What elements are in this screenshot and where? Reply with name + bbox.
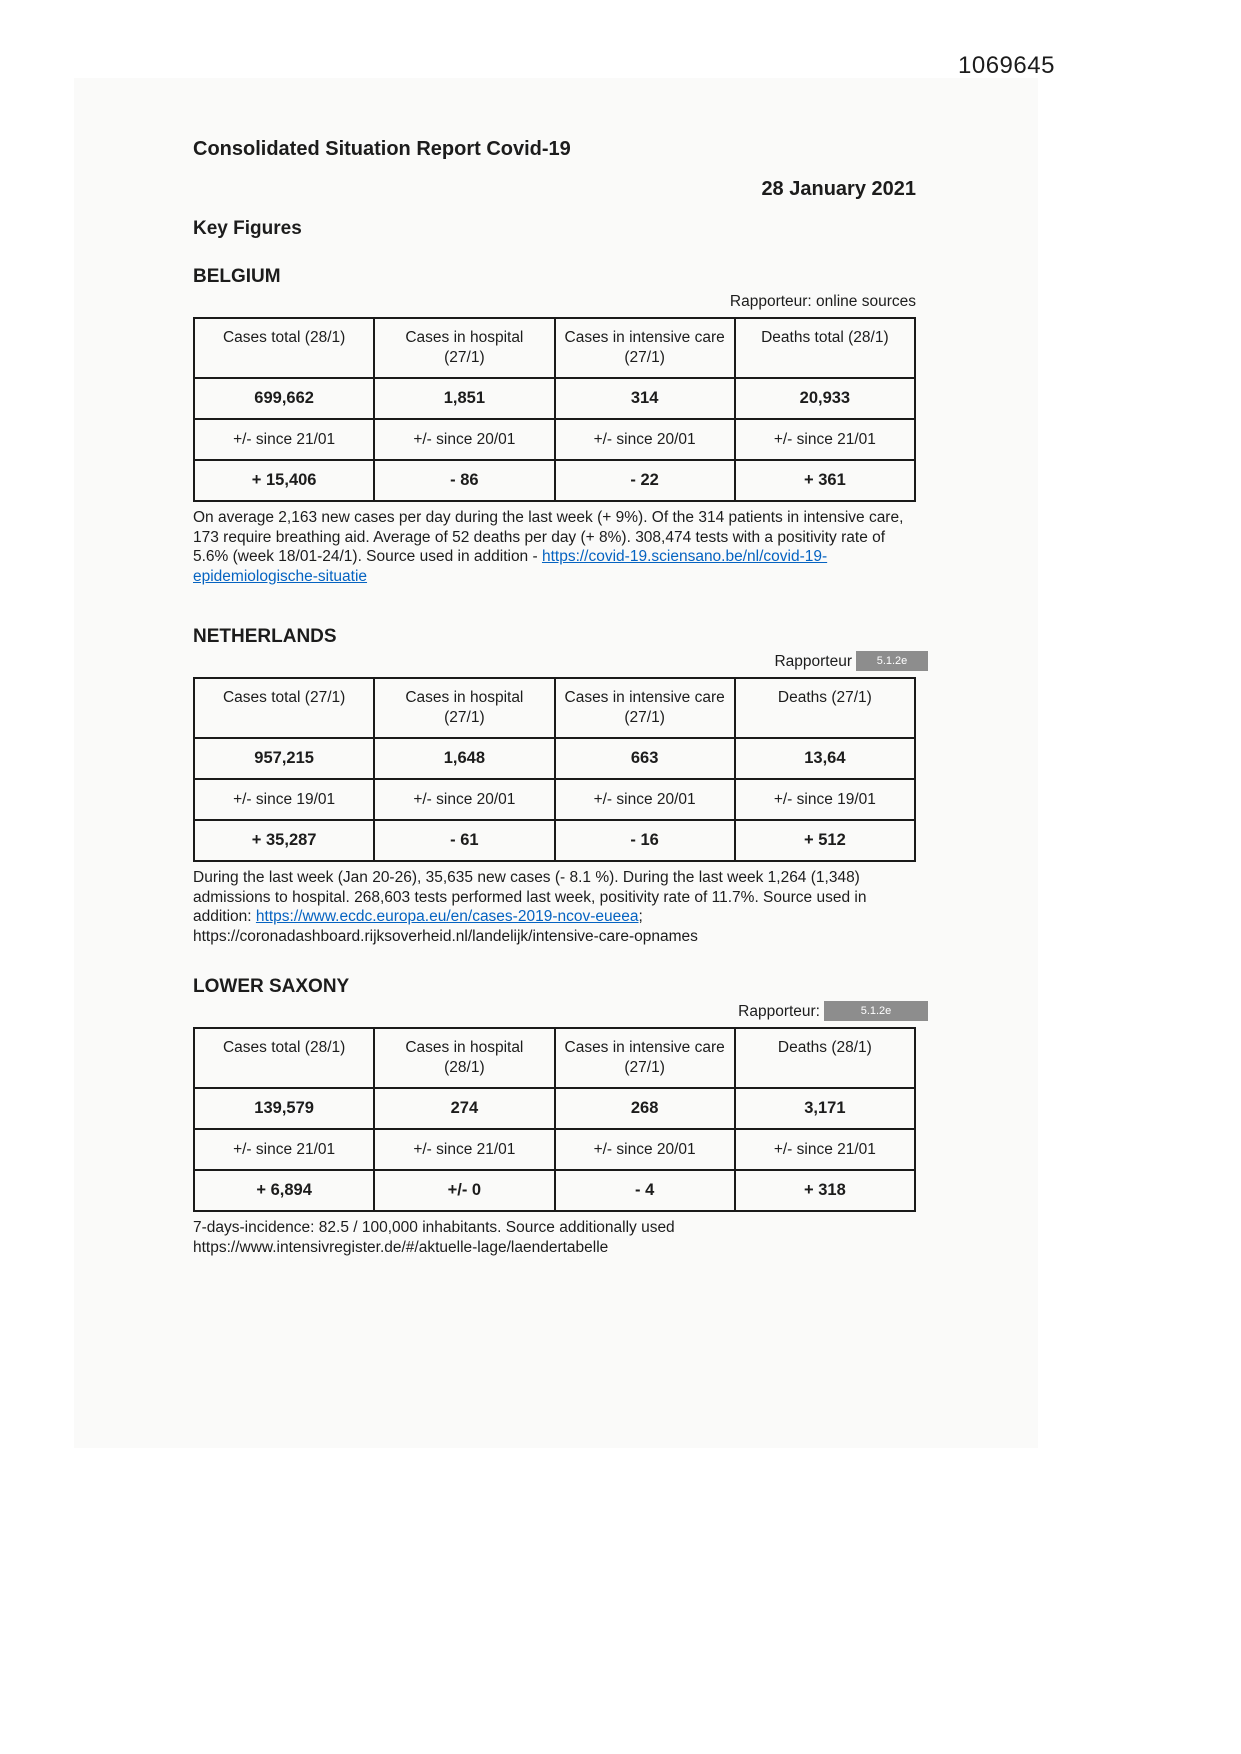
table-cell: +/- since 21/01 xyxy=(374,1129,554,1170)
table-cell: +/- since 19/01 xyxy=(194,779,374,820)
table-header-cell: Cases in hospital (27/1) xyxy=(374,678,554,738)
table-header-cell: Cases in intensive care (27/1) xyxy=(555,1028,735,1088)
note-text: 7-days-incidence: 82.5 / 100,000 inhabitants. Source additionally used xyxy=(193,1219,675,1236)
rapporteur-line-belgium xyxy=(193,292,916,314)
table-cell: 1,648 xyxy=(374,738,554,779)
note-text: On average 2,163 new cases per day during the last week (+ 9%). Of the 314 patients in intensive care, 173 require breathing aid. Average of 52 deaths per day (+ 8%). 308,474 tests with a positivity rate of 5.6% (week 18/01-24/1). Source used in addition - xyxy=(193,509,904,565)
table-cell: - 61 xyxy=(374,820,554,861)
table-row xyxy=(194,820,915,861)
table-header-row xyxy=(194,318,915,378)
rapporteur-label: Rapporteur xyxy=(774,653,852,671)
table-cell: +/- since 19/01 xyxy=(735,779,915,820)
table-row xyxy=(194,1129,915,1170)
section-heading-netherlands: NETHERLANDS xyxy=(193,626,337,647)
redaction-box xyxy=(856,651,928,671)
table-cell: +/- 0 xyxy=(374,1170,554,1211)
note-text: ; xyxy=(638,908,643,925)
lower-saxony-key-figures-table xyxy=(193,1027,916,1212)
note-text: During the last week (Jan 20-26), 35,635 new cases (- 8.1 %). During the last week 1,264 (1,348) admissions to hospital. 268,603 tests performed last week, positivity rate of 11.7%. Source used in addition: xyxy=(193,869,867,925)
rapporteur-label: Rapporteur: xyxy=(738,1003,820,1021)
table-cell: 314 xyxy=(555,378,735,419)
note-text: https://coronadashboard.rijksoverheid.nl/landelijk/intensive-care-opnames xyxy=(193,927,698,945)
redaction-box xyxy=(824,1001,928,1021)
table-header-row xyxy=(194,1028,915,1088)
table-cell: 663 xyxy=(555,738,735,779)
table-header-cell: Cases total (28/1) xyxy=(194,318,374,378)
table-cell: +/- since 20/01 xyxy=(555,419,735,460)
doc-number: 1069645 xyxy=(958,52,1055,79)
table-cell: + 6,894 xyxy=(194,1170,374,1211)
table-cell: +/- since 21/01 xyxy=(194,419,374,460)
table-header-cell: Cases in intensive care (27/1) xyxy=(555,678,735,738)
table-header-cell: Cases in hospital (28/1) xyxy=(374,1028,554,1088)
table-cell: - 16 xyxy=(555,820,735,861)
note-text: https://www.intensivregister.de/#/aktuelle-lage/laendertabelle xyxy=(193,1238,609,1256)
table-header-row xyxy=(194,678,915,738)
table-cell: + 318 xyxy=(735,1170,915,1211)
table-cell: - 86 xyxy=(374,460,554,501)
table-cell: - 22 xyxy=(555,460,735,501)
table-cell: 957,215 xyxy=(194,738,374,779)
table-cell: +/- since 21/01 xyxy=(735,419,915,460)
sciensano-link[interactable]: https://covid-19.sciensano.be/nl/covid-19-epidemiologische-situatie xyxy=(193,548,828,585)
table-header-cell: Deaths total (28/1) xyxy=(735,318,915,378)
table-header-cell: Cases total (27/1) xyxy=(194,678,374,738)
table-row xyxy=(194,1088,915,1129)
table-row xyxy=(194,460,915,501)
table-cell: - 4 xyxy=(555,1170,735,1211)
rapporteur-label: Rapporteur: online sources xyxy=(729,293,916,310)
belgium-note xyxy=(193,508,916,586)
rapporteur-line-lower-saxony xyxy=(193,1002,916,1024)
table-cell: +/- since 20/01 xyxy=(555,1129,735,1170)
table-header-cell: Deaths (28/1) xyxy=(735,1028,915,1088)
report-title: Consolidated Situation Report Covid-19 xyxy=(193,138,571,160)
section-netherlands xyxy=(193,626,916,946)
lower-saxony-note xyxy=(193,1218,916,1257)
netherlands-key-figures-table xyxy=(193,677,916,862)
section-belgium xyxy=(193,266,916,586)
section-heading-belgium: BELGIUM xyxy=(193,266,281,287)
table-cell: +/- since 20/01 xyxy=(374,419,554,460)
table-header-cell: Deaths (27/1) xyxy=(735,678,915,738)
rapporteur-line-netherlands xyxy=(193,652,916,674)
belgium-key-figures-table xyxy=(193,317,916,502)
section-lower-saxony xyxy=(193,976,916,1257)
table-cell: +/- since 20/01 xyxy=(555,779,735,820)
netherlands-note xyxy=(193,868,916,946)
key-figures-heading: Key Figures xyxy=(193,218,302,239)
table-header-cell: Cases in intensive care (27/1) xyxy=(555,318,735,378)
table-row xyxy=(194,738,915,779)
table-cell: 268 xyxy=(555,1088,735,1129)
table-row xyxy=(194,419,915,460)
table-cell: 13,64 xyxy=(735,738,915,779)
section-heading-lower-saxony: LOWER SAXONY xyxy=(193,976,350,997)
table-cell: 699,662 xyxy=(194,378,374,419)
table-cell: +/- since 20/01 xyxy=(374,779,554,820)
table-row xyxy=(194,378,915,419)
table-cell: + 35,287 xyxy=(194,820,374,861)
table-header-cell: Cases total (28/1) xyxy=(194,1028,374,1088)
table-cell: + 15,406 xyxy=(194,460,374,501)
table-cell: +/- since 21/01 xyxy=(735,1129,915,1170)
table-cell: + 512 xyxy=(735,820,915,861)
table-cell: 3,171 xyxy=(735,1088,915,1129)
redaction-code: 5.1.2e xyxy=(876,655,908,667)
table-row xyxy=(194,779,915,820)
ecdc-link[interactable]: https://www.ecdc.europa.eu/en/cases-2019-ncov-eueea xyxy=(255,908,639,925)
table-cell: 274 xyxy=(374,1088,554,1129)
table-row xyxy=(194,1170,915,1211)
table-header-cell: Cases in hospital (27/1) xyxy=(374,318,554,378)
table-cell: 20,933 xyxy=(735,378,915,419)
table-cell: 1,851 xyxy=(374,378,554,419)
table-cell: +/- since 21/01 xyxy=(194,1129,374,1170)
report-date: 28 January 2021 xyxy=(761,178,916,200)
redaction-code: 5.1.2e xyxy=(860,1005,892,1017)
table-cell: 139,579 xyxy=(194,1088,374,1129)
table-cell: + 361 xyxy=(735,460,915,501)
